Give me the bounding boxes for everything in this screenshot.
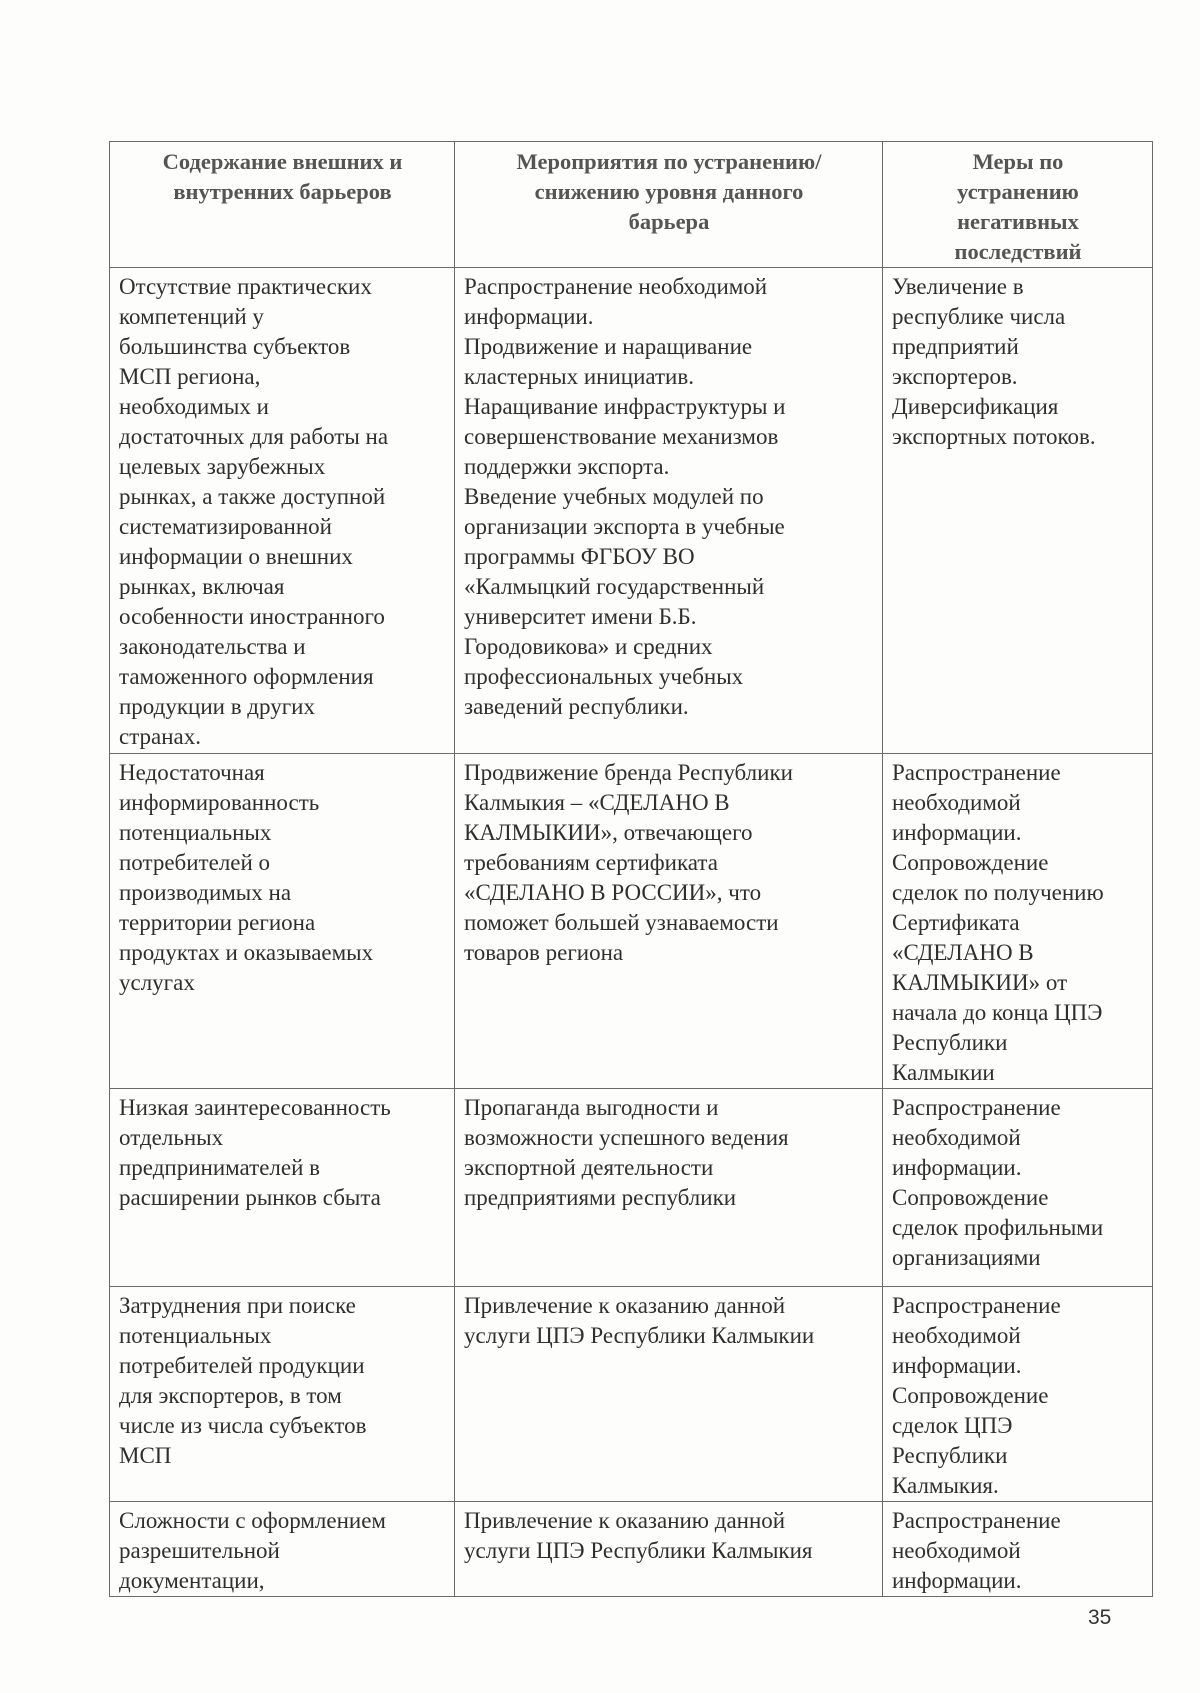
measures-cell: Продвижение бренда Республики Калмыкия – «СДЕЛАНО В КАЛМЫКИИ», отвечающего требованиям сертификата «СДЕЛАНО В РОССИИ», что поможет большей узнаваемости товаров региона	[455, 754, 883, 1089]
barrier-cell: Отсутствие практических компетенций у большинства субъектов МСП региона, необходимых и достаточных для работы на целевых зарубежных рынках, а также доступной систематизированной информации о внешних рынках, включая особенности иностранного законодательства и таможенного оформления продукции в других странах.	[110, 268, 455, 754]
measures-cell: Пропаганда выгодности и возможности успешного ведения экспортной деятельности предприятиями республики	[455, 1089, 883, 1287]
table-row	[110, 1089, 1153, 1287]
measures-cell: Привлечение к оказанию данной услуги ЦПЭ Республики Калмыкии	[455, 1287, 883, 1502]
table-row	[110, 1502, 1153, 1597]
consequences-cell: Распространение необходимой информации. Сопровождение сделок ЦПЭ Республики Калмыкия.	[883, 1287, 1153, 1502]
header-consequences: Меры по устранению негативных последствий	[883, 142, 1153, 268]
barriers-table	[109, 141, 1153, 1597]
table-row	[110, 268, 1153, 754]
consequences-cell: Распространение необходимой информации. Сопровождение сделок профильными организациями	[883, 1089, 1153, 1287]
measures-cell: Распространение необходимой информации. Продвижение и наращивание кластерных инициатив. Наращивание инфраструктуры и совершенствование механизмов поддержки экспорта. Введение учебных модулей по организации экспорта в учебные программы ФГБОУ ВО «Калмыцкий государственный университет имени Б.Б. Городовикова» и средних профессиональных учебных заведений республики.	[455, 268, 883, 754]
barrier-cell: Затруднения при поиске потенциальных потребителей продукции для экспортеров, в том числе из числа субъектов МСП	[110, 1287, 455, 1502]
table-row	[110, 754, 1153, 1089]
header-barriers: Содержание внешних и внутренних барьеров	[110, 142, 455, 268]
header-measures: Мероприятия по устранению/ снижению уровня данного барьера	[455, 142, 883, 268]
consequences-cell: Увеличение в республике числа предприятий экспортеров. Диверсификация экспортных потоков.	[883, 268, 1153, 754]
consequences-cell: Распространение необходимой информации. Сопровождение сделок по получению Сертификата «СДЕЛАНО В КАЛМЫКИИ» от начала до конца ЦПЭ Республики Калмыкии	[883, 754, 1153, 1089]
measures-cell: Привлечение к оказанию данной услуги ЦПЭ Республики Калмыкия	[455, 1502, 883, 1597]
barrier-cell: Низкая заинтересованность отдельных предпринимателей в расширении рынков сбыта	[110, 1089, 455, 1287]
page-number: 35	[1088, 1606, 1112, 1629]
barrier-cell: Сложности с оформлением разрешительной документации,	[110, 1502, 455, 1597]
table-header-row	[110, 142, 1153, 268]
table-row	[110, 1287, 1153, 1502]
barrier-cell: Недостаточная информированность потенциальных потребителей о производимых на территории региона продуктах и оказываемых услугах	[110, 754, 455, 1089]
consequences-cell: Распространение необходимой информации.	[883, 1502, 1153, 1597]
